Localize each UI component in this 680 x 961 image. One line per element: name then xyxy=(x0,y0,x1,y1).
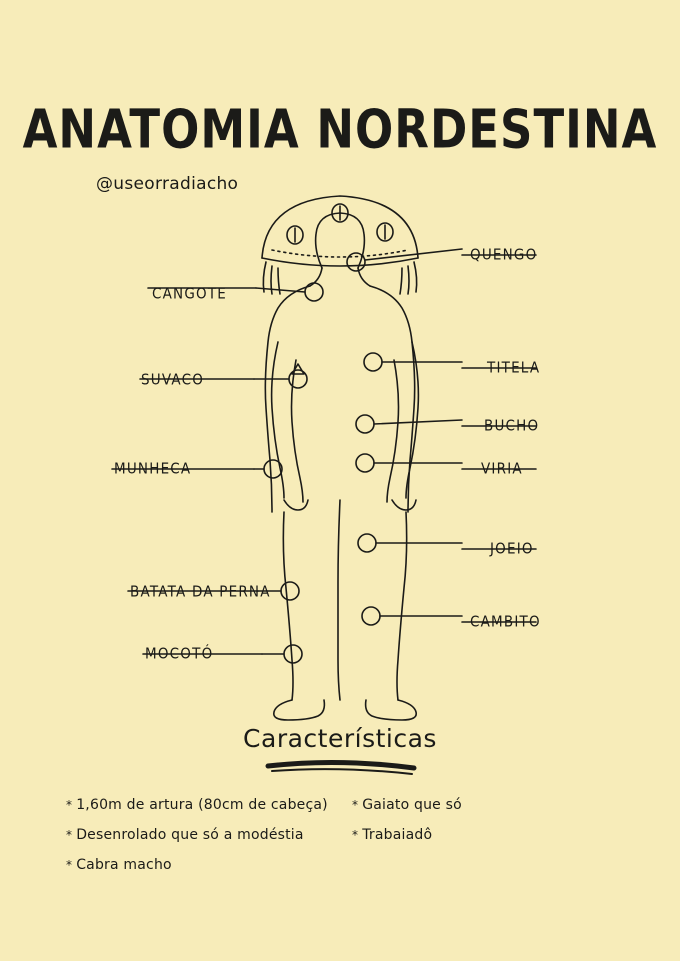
page-title: ANATOMIA NORDESTINA xyxy=(22,98,658,161)
characteristic-item xyxy=(66,850,328,880)
label-cangote: CANGOTE xyxy=(152,285,228,303)
label-bucho: BUCHO xyxy=(484,417,540,435)
tassel-r3 xyxy=(400,268,402,294)
marker-cambito xyxy=(362,607,380,625)
hand-right xyxy=(392,500,416,510)
marker-titela xyxy=(364,353,382,371)
arm-right-inner xyxy=(387,360,399,502)
label-batata-da-perna: BATATA DA PERNA xyxy=(130,583,271,601)
arm-left-inner xyxy=(292,360,304,502)
characteristic-text: Cabra macho xyxy=(76,857,172,873)
hand-left xyxy=(284,500,308,510)
marker-cangote xyxy=(305,283,323,301)
arm-left-outer xyxy=(272,342,284,498)
foot-left xyxy=(274,700,325,720)
characteristic-item xyxy=(66,790,328,820)
characteristic-text: 1,60m de artura (80cm de cabeça) xyxy=(76,797,328,813)
bullet-star: * xyxy=(66,828,73,842)
bullet-star: * xyxy=(66,858,73,872)
label-suvaco: SUVACO xyxy=(141,371,205,389)
arm-right-outer xyxy=(406,342,418,498)
marker-viria xyxy=(356,454,374,472)
bullet-star: * xyxy=(66,798,73,812)
characteristics-underline xyxy=(268,762,414,774)
marker-suvaco xyxy=(289,370,307,388)
leg-inner-center xyxy=(338,500,340,700)
characteristic-text: Trabaiadô xyxy=(362,827,433,843)
characteristic-item xyxy=(352,790,462,820)
leader-bucho xyxy=(374,420,462,424)
label-quengo: QUENGO xyxy=(470,246,538,264)
marker-munheca xyxy=(264,460,282,478)
marker-mocoto xyxy=(284,645,302,663)
label-cambito: CAMBITO xyxy=(470,613,541,631)
foot-right xyxy=(366,700,417,720)
tassel-r2 xyxy=(408,266,409,294)
characteristics-heading: Características xyxy=(243,724,437,753)
label-mocoto: MOCOTÓ xyxy=(145,645,214,663)
characteristics-column-left xyxy=(66,790,328,880)
marker-bucho xyxy=(356,415,374,433)
characteristic-item xyxy=(66,820,328,850)
leg-right-outer xyxy=(397,512,407,700)
tassel-r1 xyxy=(414,262,417,292)
label-munheca: MUNHECA xyxy=(114,460,192,478)
label-joeio: JOEIO xyxy=(490,540,534,558)
label-viria: VIRIA xyxy=(481,460,523,478)
characteristic-item xyxy=(352,820,462,850)
label-titela: TITELA xyxy=(487,359,541,377)
hat-brim xyxy=(262,258,418,266)
marker-batata-da-perna xyxy=(281,582,299,600)
characteristic-text: Gaiato que só xyxy=(362,797,462,813)
author-handle: @useorradiacho xyxy=(96,174,239,194)
bullet-star: * xyxy=(352,798,359,812)
bullet-star: * xyxy=(352,828,359,842)
characteristics-column-right xyxy=(352,790,462,850)
marker-quengo xyxy=(347,253,365,271)
hat-stitching xyxy=(272,250,408,257)
tassel-l1 xyxy=(263,262,266,292)
leg-left-outer xyxy=(283,512,293,700)
characteristic-text: Desenrolado que só a modéstia xyxy=(76,827,304,843)
marker-joeio xyxy=(358,534,376,552)
